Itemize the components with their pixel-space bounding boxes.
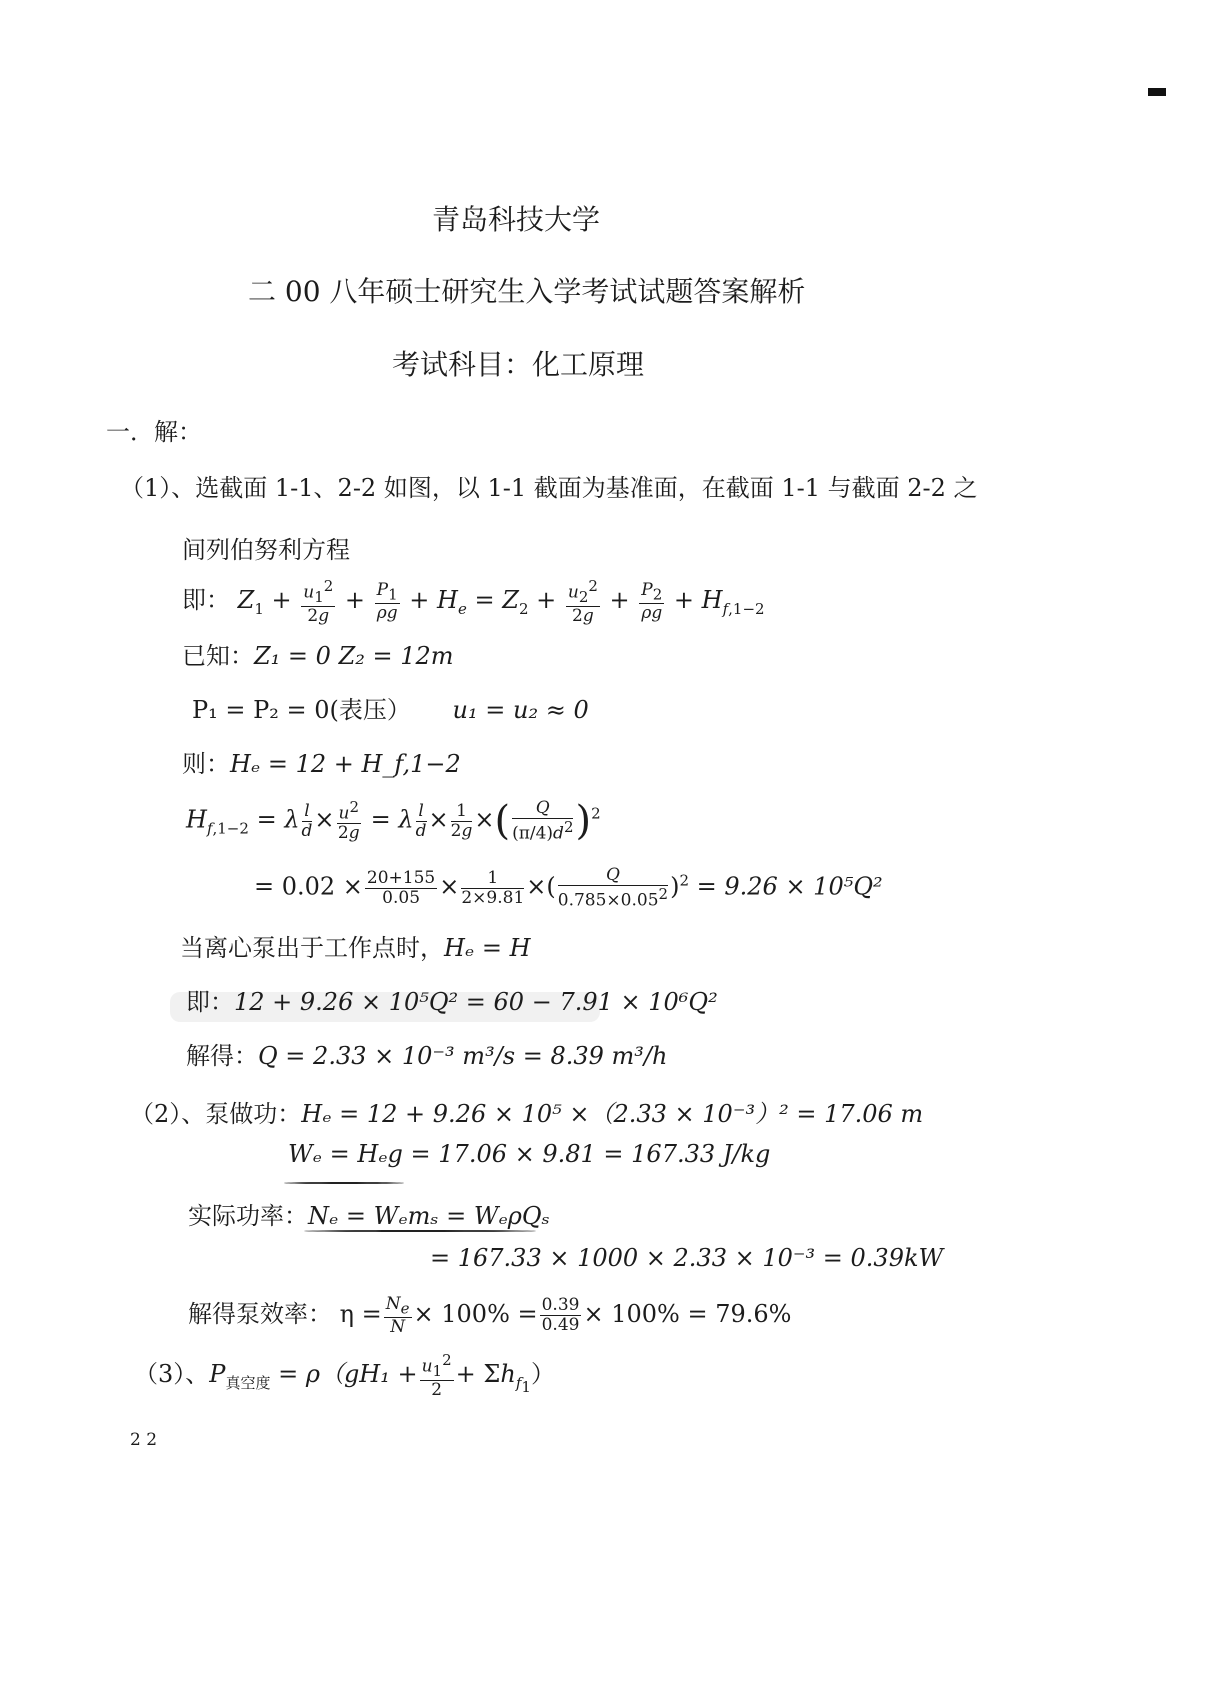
part2-efficiency: 解得泵效率： η = $\frac{N_e}{N}$ × 100% = $\frac{0.39}{0.49}$ × 100% = 79.6%: [188, 1293, 792, 1337]
bernoulli-prefix: 即：: [182, 586, 230, 615]
known-prefix: 已知：: [182, 642, 254, 670]
known-values-p: [192, 690, 589, 725]
part2-head: Hₑ = 12 + 9.26 × 10⁵ ×（2.33 × 10⁻³）² = 17.06 m: [301, 1100, 924, 1128]
part2-power-calc: = 167.33 × 1000 × 2.33 × 10⁻³ = 0.39kW: [430, 1244, 944, 1272]
known-z: Z₁ = 0 Z₂ = 12m: [254, 642, 454, 670]
part2-label: （2）、泵做功：: [130, 1100, 302, 1128]
scan-corner-mark: [1148, 88, 1166, 96]
part1-intro: （1）、选截面 1-1、2-2 如图，以 1-1 截面为基准面，在截面 1-1 与截面 2-2 之: [120, 474, 978, 502]
known-values-z: [182, 636, 454, 671]
bernoulli-equation: 即： $Z_1$ + $\frac{u_1^2}{2g}$ + $\frac{P_1}{\rho g}$ + $H_e = Z_2$ + $\frac{u_2^2}{2g}$ + $\frac{P_2}{\rho g}$ + $H_{f,1-2}$: [182, 577, 765, 626]
then-eq: Hₑ = 12 + H_f,1−2: [230, 750, 461, 778]
part2-work-equation: Wₑ = Hₑg = 17.06 × 9.81 = 167.33 J/kg: [288, 1140, 771, 1168]
hand-underline-power: [304, 1230, 536, 1232]
work-point-eq: Hₑ = H: [444, 934, 531, 962]
efficiency-prefix: 解得泵效率：: [188, 1300, 332, 1328]
known-u: u₁ = u₂ ≈ 0: [452, 696, 589, 724]
flow-solution-prefix: 解得：: [186, 1042, 258, 1070]
section-label: 一．解：: [106, 418, 202, 446]
part2-head-equation: [130, 1094, 923, 1129]
then-prefix: 则：: [182, 750, 230, 778]
flow-solution-value: Q = 2.33 × 10⁻³ m³/s = 8.39 m³/h: [258, 1042, 668, 1070]
exam-subject: 考试科目：化工原理: [392, 348, 645, 381]
part2-power-equation: [188, 1196, 550, 1231]
pump-eq: 12 + 9.26 × 10⁵Q² = 60 − 7.91 × 10⁶Q²: [234, 988, 718, 1016]
part3-vacuum-equation: （3）、$P_{真空度} = \rho(gH_1$ + $\frac{u_1^2}{2}$ + $\Sigma h_{f_1}$）: [134, 1351, 555, 1400]
efficiency-tail: × 100% = 79.6%: [583, 1300, 792, 1328]
part1-intro-cont: 间列伯努利方程: [182, 536, 350, 564]
work-point-label: 当离心泵出于工作点时，: [180, 934, 444, 962]
part3-label: （3）、: [134, 1360, 210, 1389]
power-formula: Nₑ = Wₑmₛ = WₑρQₛ: [308, 1202, 550, 1230]
friction-loss-calc: = 0.02 × $\frac{20+155}{0.05}$ × $\frac{1}{2\times 9.81}$ ×( $\frac{Q}{0.785\times 0.05^2}$ )$^2$ = 9.26 × 10⁵Q²: [254, 865, 883, 911]
known-p: P₁ = P₂ = 0(表压）: [192, 696, 411, 724]
pump-eq-prefix: 即：: [186, 988, 234, 1016]
power-prefix: 实际功率：: [188, 1202, 308, 1230]
page-number: 2 2: [130, 1430, 158, 1450]
hand-underline-work: [284, 1182, 404, 1184]
exam-title: 二 00 八年硕士研究生入学考试试题答案解析: [248, 275, 806, 308]
work-point-text: [180, 928, 531, 963]
pump-curve-equation: [186, 982, 718, 1017]
flow-solution: [186, 1036, 667, 1071]
part3-eq-head: = ρ（gH₁ +: [278, 1360, 418, 1389]
then-equation: [182, 744, 461, 779]
friction-loss-result: = 9.26 × 10⁵Q²: [696, 872, 883, 901]
friction-loss-formula: $H_{f,1-2} = \lambda$ $\frac{l}{d}$ × $\frac{u^2}{2g}$ = λ $\frac{l}{d}$ × $\frac{1}{2g}$ ×( $\frac{Q}{(\pi/4)d^2}$ )$^2$: [186, 797, 601, 844]
university-title: 青岛科技大学: [432, 203, 601, 236]
